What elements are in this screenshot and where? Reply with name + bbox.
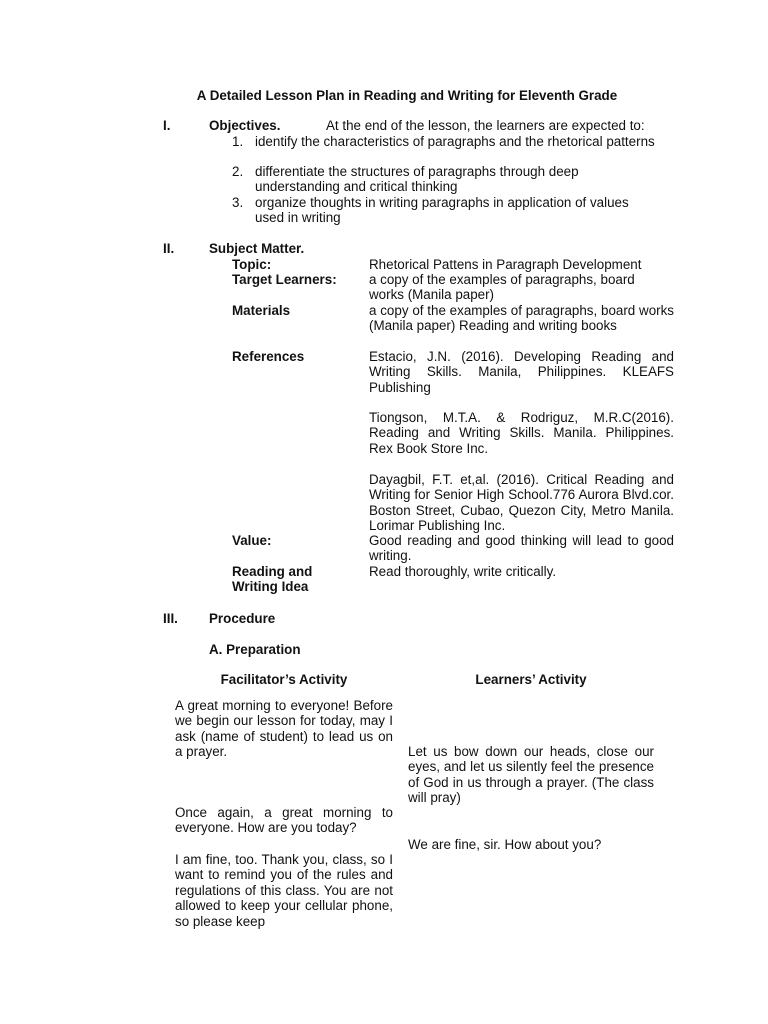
target-learners-value: a copy of the examples of paragraphs, board works (Manila paper) [369, 272, 635, 303]
materials-value: a copy of the examples of paragraphs, board works (Manila paper) Reading and writing books [369, 303, 674, 334]
section-numeral-objectives: I. [163, 118, 171, 133]
section-heading-procedure: Procedure [209, 611, 276, 626]
topic-label: Topic: [232, 257, 272, 272]
learners-paragraph-2: We are fine, sir. How about you? [408, 837, 602, 852]
objectives-intro: At the end of the lesson, the learners are expected to: [326, 118, 645, 133]
objective-text-2: differentiate the structures of paragraphs through deep understanding and critical thinking [255, 164, 579, 195]
value-text: Good reading and good thinking will lead to good writing. [369, 533, 674, 564]
references-label: References [232, 349, 305, 364]
preparation-heading: A. Preparation [209, 642, 301, 657]
section-numeral-subject-matter: II. [163, 241, 175, 256]
materials-label: Materials [232, 303, 291, 318]
value-label: Value: [232, 533, 272, 548]
objective-number-1: 1. [232, 134, 244, 149]
reference-item-2: Tiongson, M.T.A. & Rodriguz, M.R.C(2016). Reading and Writing Skills. Manila. Philippines. Rex Book Store Inc. [369, 410, 674, 456]
facilitator-paragraph-2: Once again, a great morning to everyone. How are you today? [175, 805, 393, 836]
objective-text-1: identify the characteristics of paragraphs and the rhetorical patterns [255, 134, 655, 149]
topic-value: Rhetorical Pattens in Paragraph Development [369, 257, 642, 272]
facilitator-paragraph-1: A great morning to everyone! Before we begin our lesson for today, may I ask (name of student) to lead us on a prayer. [175, 698, 393, 760]
objective-number-3: 3. [232, 195, 244, 210]
objective-number-2: 2. [232, 164, 244, 179]
facilitator-activity-heading: Facilitator’s Activity [220, 672, 348, 687]
section-numeral-procedure: III. [163, 611, 178, 626]
section-heading-subject-matter: Subject Matter. [209, 241, 305, 256]
reference-item-1: Estacio, J.N. (2016). Developing Reading and Writing Skills. Manila, Philippines. KLEAFS Publishing [369, 349, 674, 395]
section-heading-objectives: Objectives. [209, 118, 281, 133]
reference-item-3: Dayagbil, F.T. et,al. (2016). Critical Reading and Writing for Senior High School.776 Aurora Blvd.cor. Boston Street, Cubao, Quezon City, Metro Manila. Lorimar Publishing Inc. [369, 472, 674, 534]
reading-writing-idea-value: Read thoroughly, write critically. [369, 564, 557, 579]
document-title: A Detailed Lesson Plan in Reading and Writing for Eleventh Grade [196, 88, 618, 103]
target-learners-label: Target Learners: [232, 272, 337, 287]
learners-activity-heading: Learners’ Activity [475, 672, 587, 687]
facilitator-paragraph-3: I am fine, too. Thank you, class, so I want to remind you of the rules and regulations of this class. You are not allowed to keep your cellular phone, so please keep [175, 852, 393, 929]
learners-paragraph-1: Let us bow down our heads, close our eyes, and let us silently feel the presence of God in us through a prayer. (The class will pray) [408, 744, 654, 806]
reading-writing-idea-label: Reading and Writing Idea [232, 564, 313, 595]
objective-text-3: organize thoughts in writing paragraphs in application of values used in writing [255, 195, 629, 226]
